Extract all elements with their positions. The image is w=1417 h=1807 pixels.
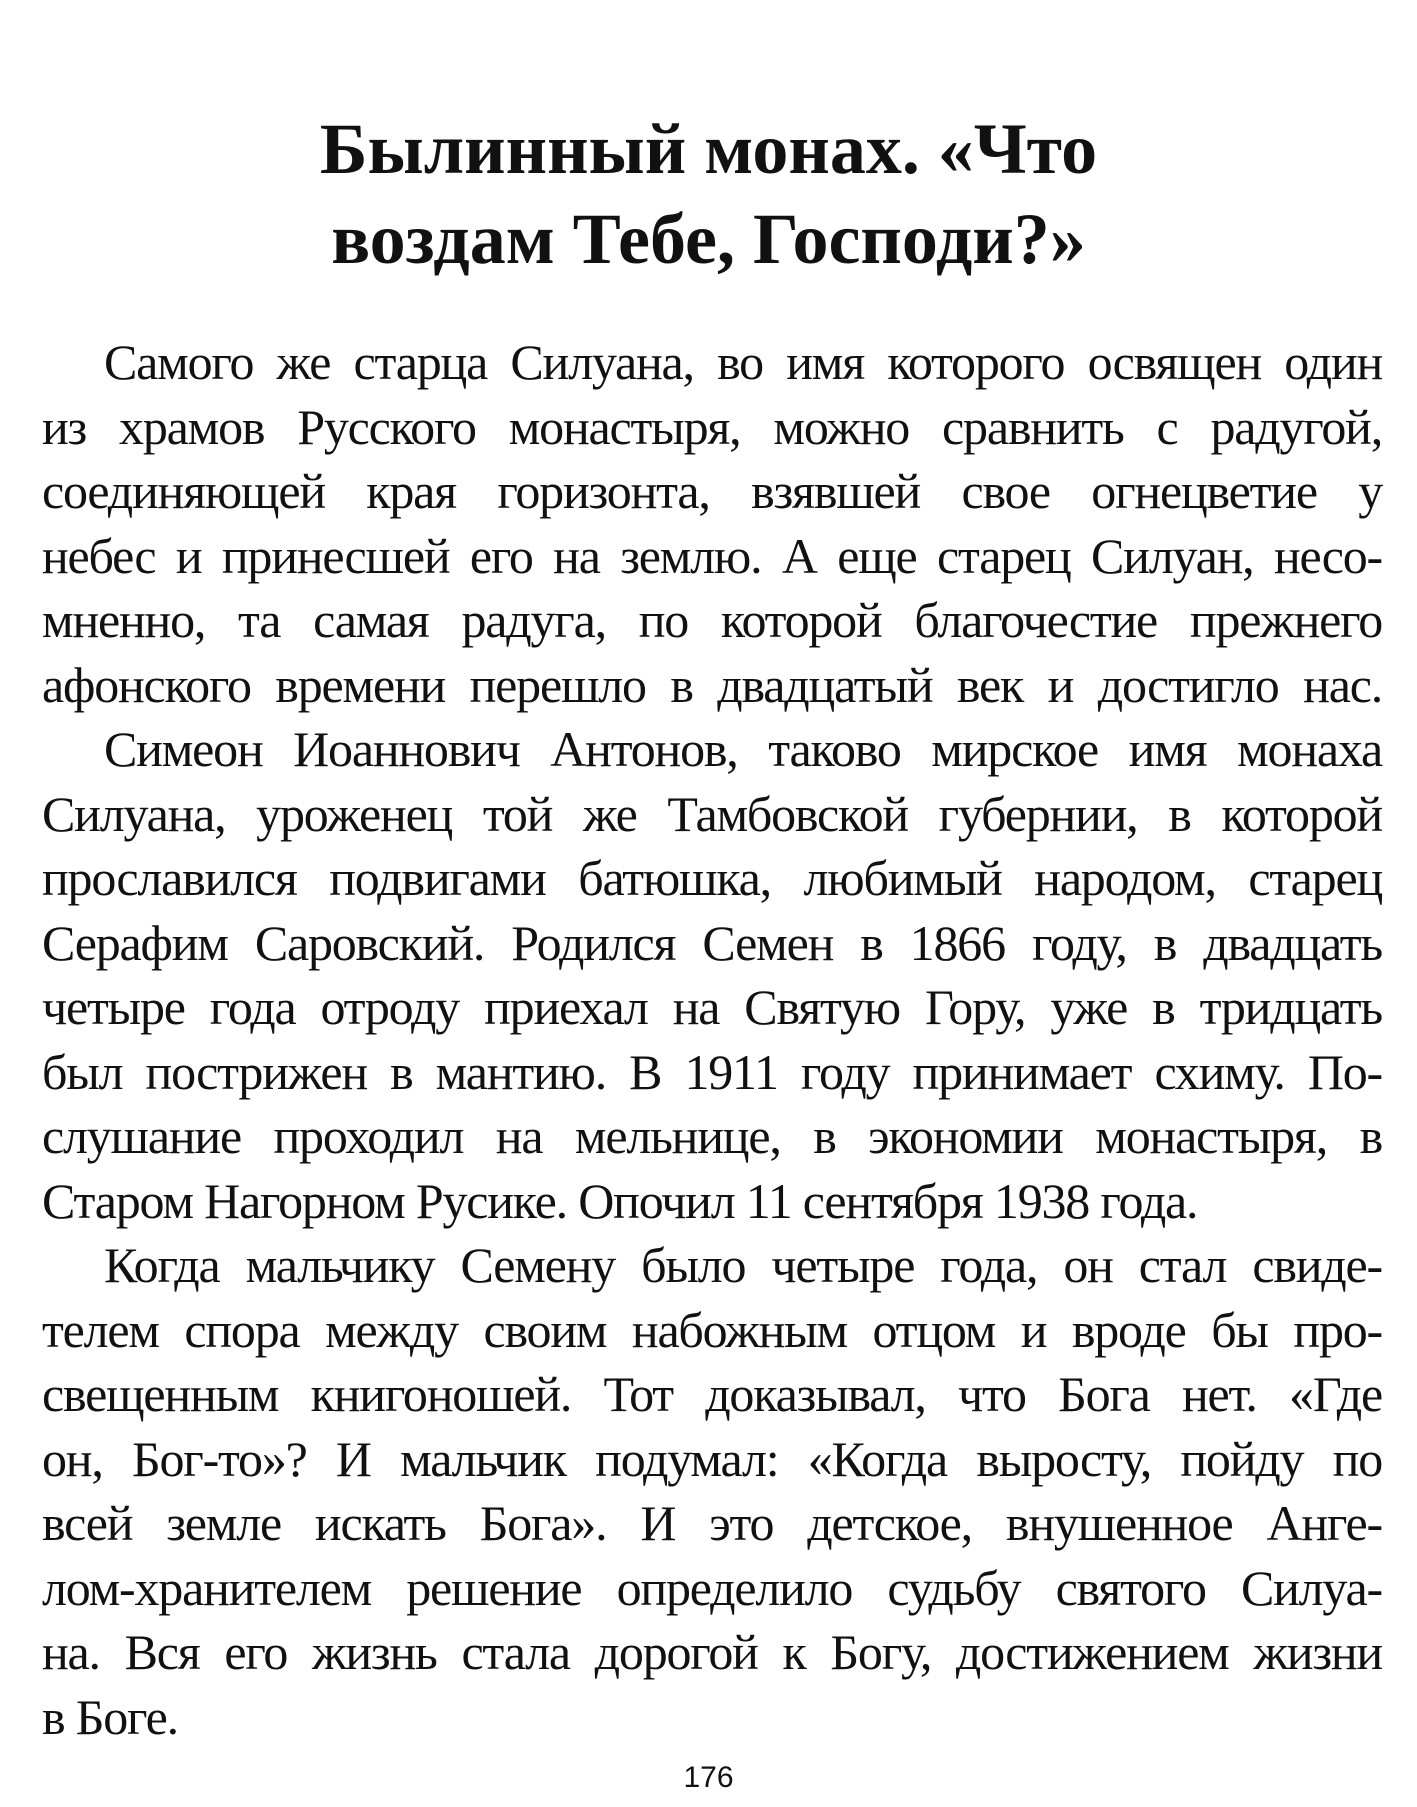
- text-line: Симеон Иоаннович Антонов, таково мирское имя монаха: [104, 721, 1382, 777]
- paragraph-3: [42, 1233, 1382, 1749]
- page-number: 176: [683, 1761, 734, 1794]
- chapter-title: [0, 104, 1417, 284]
- text-line: Когда мальчику Семену было четыре года, он стал свиде-: [104, 1237, 1382, 1293]
- text-line: Самого же старца Силуана, во имя которого освящен один: [104, 334, 1382, 390]
- chapter-title-line-1: Былинный монах. «Что: [319, 109, 1098, 189]
- text-line: был пострижен в мантию. В 1911 году принимает схиму. По-: [42, 1043, 1382, 1100]
- text-line: лом-хранителем решение определило судьбу святого Силуа-: [42, 1559, 1382, 1616]
- paragraph-2: [42, 717, 1382, 1233]
- text-line: свещенным книгоношей. Тот доказывал, что Бога нет. «Где: [42, 1366, 1382, 1422]
- text-line: слушание проходил на мельнице, в экономии монастыря, в: [42, 1108, 1382, 1164]
- text-line: из храмов Русского монастыря, можно сравнить с радугой,: [42, 398, 1382, 455]
- text-line: в Боге.: [42, 1688, 178, 1745]
- text-line: небес и принесшей его на землю. А еще старец Силуан, несо-: [42, 527, 1382, 584]
- text-line: афонского времени перешло в двадцатый век и достигло нас.: [42, 656, 1382, 713]
- paragraph-1: [42, 330, 1382, 717]
- text-line: на. Вся его жизнь стала дорогой к Богу, достижением жизни: [42, 1624, 1382, 1680]
- chapter-title-line-2: воздам Тебе, Господи?»: [331, 199, 1086, 279]
- text-line: прославился подвигами батюшка, любимый народом, старец: [42, 850, 1382, 906]
- text-line: телем спора между своим набожным отцом и вроде бы про-: [42, 1301, 1382, 1358]
- text-line: он, Бог-то»? И мальчик подумал: «Когда выросту, пойду по: [42, 1430, 1382, 1487]
- text-line: мненно, та самая радуга, по которой благочестие прежнего: [42, 592, 1382, 648]
- text-line: Серафим Саровский. Родился Семен в 1866 году, в двадцать: [42, 914, 1382, 971]
- text-line: Силуана, уроженец той же Тамбовской губернии, в которой: [42, 785, 1382, 842]
- text-line: всей земле искать Бога». И это детское, внушенное Анге-: [42, 1495, 1382, 1551]
- body-text: [42, 330, 1382, 1749]
- text-line: четыре года отроду приехал на Святую Гору, уже в тридцать: [42, 979, 1382, 1035]
- text-line: Старом Нагорном Русике. Опочил 11 сентября 1938 года.: [42, 1172, 1198, 1229]
- text-line: соединяющей края горизонта, взявшей свое огнецветие у: [42, 463, 1382, 519]
